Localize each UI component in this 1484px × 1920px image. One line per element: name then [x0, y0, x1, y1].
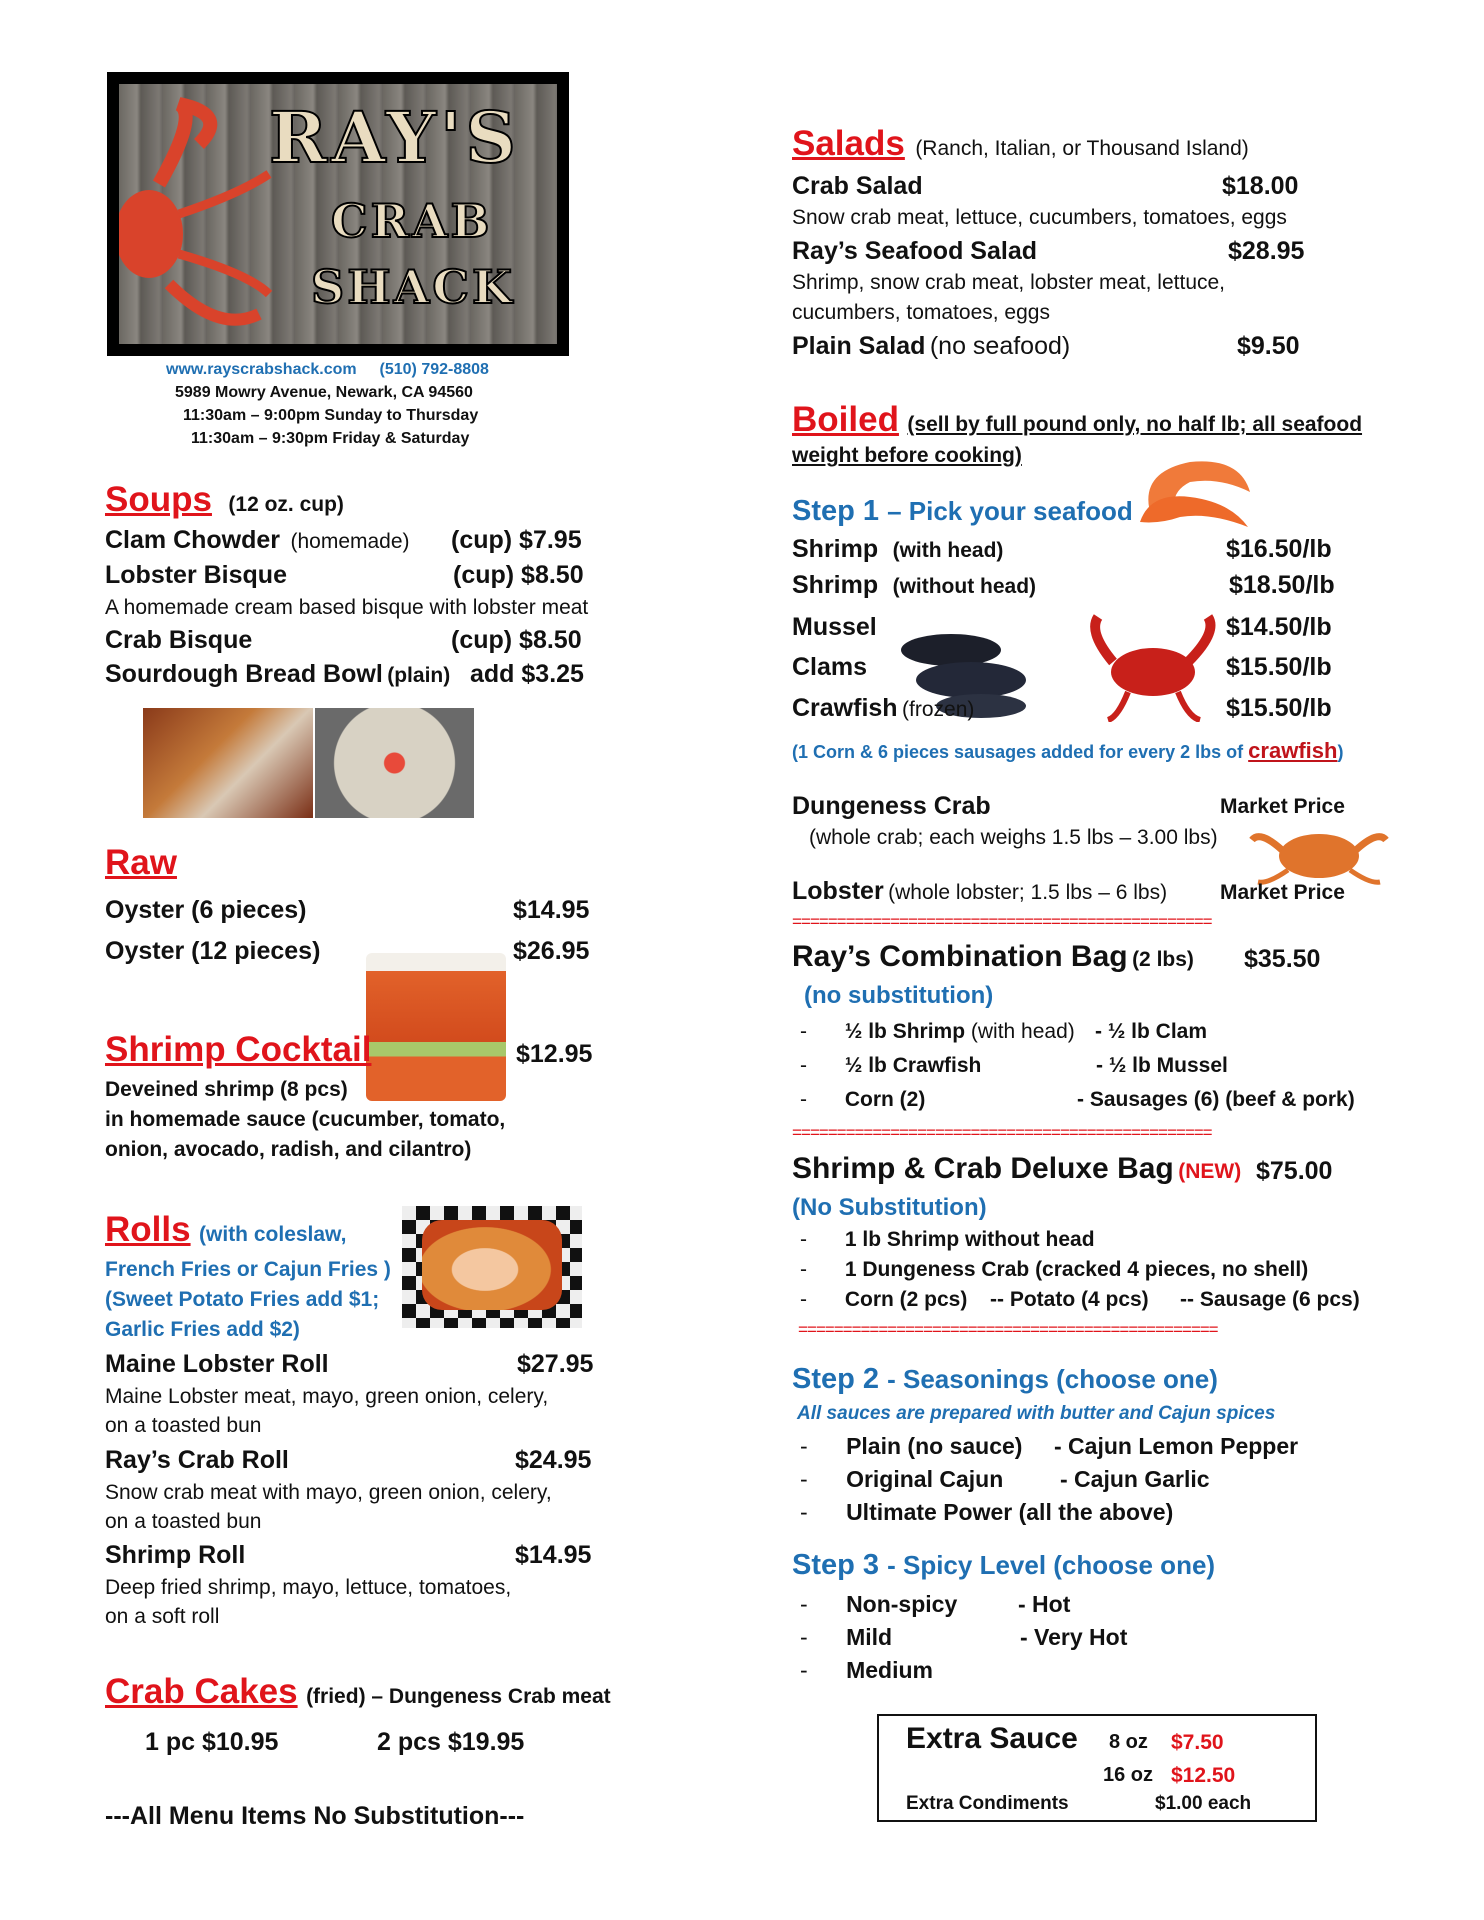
boiled-shrimp-with-head: Shrimp (with head)	[792, 535, 1004, 563]
shrimp-roll-desc-1: Deep fried shrimp, mayo, lettuce, tomatoes,	[105, 1576, 512, 1599]
soup-lobster-bisque-desc: A homemade cream based bisque with lobster meat	[105, 596, 589, 619]
crawfish-note: (1 Corn & 6 pieces sausages added for every 2 lbs of crawfish)	[792, 738, 1344, 763]
extra-sauce-8oz-price: $7.50	[1171, 1731, 1224, 1754]
boiled-clams: Clams	[792, 653, 868, 681]
deluxe-price: $75.00	[1256, 1157, 1333, 1185]
combo-line-1: - ½ lb Shrimp (with head)	[800, 1020, 1075, 1043]
shrimp-roll: Shrimp Roll	[105, 1541, 246, 1569]
extra-sauce-16oz: 16 oz	[1103, 1764, 1154, 1786]
crab-cakes-2pcs: 2 pcs $19.95	[377, 1728, 525, 1756]
website-link[interactable]: www.rayscrabshack.com	[166, 361, 357, 378]
boiled-shrimp-without-head: Shrimp (without head)	[792, 571, 1037, 599]
extra-sauce-8oz: 8 oz	[1109, 1731, 1148, 1753]
step3-line-1b: - Hot	[1018, 1591, 1071, 1617]
lobster: Lobster (whole lobster; 1.5 lbs – 6 lbs)	[792, 877, 1168, 905]
raw-oyster-6: Oyster (6 pieces)	[105, 896, 307, 924]
soup-bread-bowl-price: add $3.25	[470, 660, 584, 688]
extra-condiments-price: $1.00 each	[1155, 1793, 1252, 1814]
crab-icon	[1248, 820, 1390, 886]
shrimp-roll-price: $14.95	[515, 1541, 592, 1569]
combo-line-2b: - ½ lb Mussel	[1096, 1054, 1228, 1077]
logo	[107, 72, 569, 356]
combo-price: $35.50	[1244, 945, 1321, 973]
deluxe-line-2: - 1 Dungeness Crab (cracked 4 pieces, no shell)	[800, 1258, 1309, 1281]
maine-lobster-roll-price: $27.95	[517, 1350, 594, 1378]
soup-crab-bisque-price: (cup) $8.50	[451, 626, 582, 654]
logo-line1: RAY'S	[269, 96, 520, 179]
boiled-mussel-price: $14.50/lb	[1226, 613, 1332, 641]
soup-crab-bisque: Crab Bisque	[105, 626, 253, 654]
crab-cakes-title: Crab Cakes	[105, 1672, 298, 1711]
divider-1: ===============================================	[792, 912, 1212, 931]
raw-title: Raw	[105, 843, 177, 882]
combo-line-3: - Corn (2)	[800, 1088, 926, 1111]
soup-lobster-bisque: Lobster Bisque	[105, 561, 287, 589]
extra-sauce-title: Extra Sauce	[906, 1722, 1078, 1755]
boiled-crawfish-price: $15.50/lb	[1226, 694, 1332, 722]
combo-line-2: - ½ lb Crawfish	[800, 1054, 982, 1077]
rolls-note-1: (with coleslaw,	[199, 1223, 347, 1246]
crawfish-photo	[1078, 612, 1228, 722]
shrimp-icon	[1130, 452, 1258, 536]
raw-oyster-6-price: $14.95	[513, 896, 590, 924]
crab-salad: Crab Salad	[792, 172, 923, 200]
step2-line-2: - Original Cajun	[800, 1466, 1004, 1492]
cocktail-desc-1: Deveined shrimp (8 pcs)	[105, 1078, 348, 1101]
plain-salad-price: $9.50	[1237, 332, 1300, 360]
crab-roll-price: $24.95	[515, 1446, 592, 1474]
extra-sauce-box	[877, 1714, 1317, 1822]
deluxe-title: Shrimp & Crab Deluxe Bag (NEW)	[792, 1152, 1242, 1185]
maine-lobster-roll-desc-1: Maine Lobster meat, mayo, green onion, celery,	[105, 1385, 549, 1408]
step2-line-3: - Ultimate Power (all the above)	[800, 1499, 1174, 1525]
dungeness-crab-price: Market Price	[1220, 795, 1345, 818]
maine-lobster-roll: Maine Lobster Roll	[105, 1350, 329, 1378]
step1-label: Step 1	[792, 495, 880, 527]
hours-weekday: 11:30am – 9:00pm Sunday to Thursday	[183, 407, 479, 424]
step3-line-2: - Mild	[800, 1624, 893, 1650]
soup-lobster-bisque-price: (cup) $8.50	[453, 561, 584, 589]
dungeness-crab-photo	[1248, 820, 1390, 886]
step3-text: - Spicy Level (choose one)	[887, 1550, 1216, 1580]
crab-salad-desc: Snow crab meat, lettuce, cucumbers, tomatoes, eggs	[792, 206, 1287, 229]
step2-line-1b: - Cajun Lemon Pepper	[1054, 1433, 1299, 1459]
deluxe-line-3b: -- Potato (4 pcs)	[990, 1288, 1149, 1311]
dungeness-crab: Dungeness Crab	[792, 792, 991, 820]
raw-oyster-12: Oyster (12 pieces)	[105, 937, 321, 965]
oysters-photo	[315, 708, 474, 818]
divider-2: ===============================================	[792, 1123, 1212, 1142]
step2-text: - Seasonings (choose one)	[887, 1364, 1218, 1394]
seafood-salad-desc-2: cucumbers, tomatoes, eggs	[792, 301, 1050, 324]
plain-salad: Plain Salad (no seafood)	[792, 332, 1071, 360]
soup-bread-bowl: Sourdough Bread Bowl (plain)	[105, 660, 451, 688]
crab-roll-desc-1: Snow crab meat with mayo, green onion, celery,	[105, 1481, 552, 1504]
soup-clam-chowder-price: (cup) $7.95	[451, 526, 582, 554]
crab-roll: Ray’s Crab Roll	[105, 1446, 289, 1474]
boiled-note-1: (sell by full pound only, no half lb; all seafood	[907, 413, 1363, 436]
seafood-salad-desc-1: Shrimp, snow crab meat, lobster meat, lettuce,	[792, 271, 1226, 294]
seafood-salad-price: $28.95	[1228, 237, 1305, 265]
salads-note: (Ranch, Italian, or Thousand Island)	[915, 137, 1249, 160]
boiled-mussel: Mussel	[792, 613, 877, 641]
boiled-clams-price: $15.50/lb	[1226, 653, 1332, 681]
footer-note: ---All Menu Items No Substitution---	[105, 1802, 525, 1830]
combo-line-3b: - Sausages (6) (beef & pork)	[1077, 1088, 1355, 1111]
soup-clam-chowder: Clam Chowder (homemade)	[105, 526, 410, 554]
cocktail-desc-2: in homemade sauce (cucumber, tomato,	[105, 1108, 506, 1131]
combo-line-1b: - ½ lb Clam	[1095, 1020, 1208, 1043]
phone-number[interactable]: (510) 792-8808	[379, 361, 489, 378]
step3-line-1: - Non-spicy	[800, 1591, 958, 1617]
cocktail-desc-3: onion, avocado, radish, and cilantro)	[105, 1138, 472, 1161]
salads-title: Salads	[792, 124, 905, 163]
boiled-shrimp-with-head-price: $16.50/lb	[1226, 535, 1332, 563]
crab-roll-desc-2: on a toasted bun	[105, 1510, 262, 1533]
rolls-title: Rolls	[105, 1210, 191, 1249]
soups-title: Soups	[105, 480, 212, 519]
step3-label: Step 3	[792, 1549, 880, 1581]
cocktail-price: $12.95	[516, 1040, 593, 1068]
crab-cakes-note: (fried) – Dungeness Crab meat	[306, 1685, 611, 1708]
extra-sauce-16oz-price: $12.50	[1171, 1764, 1236, 1787]
raw-oyster-12-price: $26.95	[513, 937, 590, 965]
cocktail-title: Shrimp Cocktail	[105, 1030, 372, 1069]
step2-line-2b: - Cajun Garlic	[1060, 1466, 1210, 1492]
combo-note: (no substitution)	[804, 982, 994, 1009]
step3-line-3: - Medium	[800, 1657, 933, 1683]
maine-lobster-roll-desc-2: on a toasted bun	[105, 1414, 262, 1437]
combo-title: Ray’s Combination Bag (2 lbs)	[792, 940, 1194, 973]
step2-label: Step 2	[792, 1363, 880, 1395]
bread-bowl-photo	[143, 708, 313, 818]
shrimp-cocktail-photo	[366, 953, 506, 1101]
step3-line-2b: - Very Hot	[1020, 1624, 1128, 1650]
logo-line2: CRAB	[331, 194, 493, 248]
divider-3: ===============================================	[798, 1320, 1218, 1339]
lobster-roll-photo	[402, 1206, 582, 1328]
logo-line3: SHACK	[311, 260, 515, 314]
step2-line-1: - Plain (no sauce)	[800, 1433, 1023, 1459]
crawfish-icon	[1078, 612, 1228, 722]
deluxe-line-3c: -- Sausage (6 pcs)	[1180, 1288, 1360, 1311]
boiled-title: Boiled	[792, 400, 899, 439]
extra-condiments: Extra Condiments	[906, 1793, 1069, 1814]
lobster-price: Market Price	[1220, 881, 1345, 904]
dungeness-crab-desc: (whole crab; each weighs 1.5 lbs – 3.00 lbs)	[809, 826, 1218, 849]
rolls-note-3: (Sweet Potato Fries add $1;	[105, 1288, 380, 1311]
soups-note: (12 oz. cup)	[228, 493, 344, 516]
step2-note: All sauces are prepared with butter and Cajun spices	[797, 1403, 1276, 1424]
crab-cakes-1pc: 1 pc $10.95	[145, 1728, 279, 1756]
boiled-note-2: weight before cooking)	[792, 444, 1022, 467]
deluxe-line-3: - Corn (2 pcs)	[800, 1288, 968, 1311]
boiled-shrimp-without-head-price: $18.50/lb	[1229, 571, 1335, 599]
hours-weekend: 11:30am – 9:30pm Friday & Saturday	[191, 430, 470, 447]
rolls-note-2: French Fries or Cajun Fries )	[105, 1258, 391, 1281]
rolls-note-4: Garlic Fries add $2)	[105, 1318, 300, 1341]
shrimp-photo	[1130, 452, 1258, 536]
deluxe-note: (No Substitution)	[792, 1194, 987, 1221]
address: 5989 Mowry Avenue, Newark, CA 94560	[175, 384, 473, 401]
seafood-salad: Ray’s Seafood Salad	[792, 237, 1037, 265]
deluxe-line-1: - 1 lb Shrimp without head	[800, 1228, 1095, 1251]
crab-salad-price: $18.00	[1222, 172, 1299, 200]
step1-text: – Pick your seafood	[887, 496, 1133, 526]
shrimp-roll-desc-2: on a soft roll	[105, 1605, 220, 1628]
boiled-crawfish: Crawfish (frozen)	[792, 694, 975, 722]
